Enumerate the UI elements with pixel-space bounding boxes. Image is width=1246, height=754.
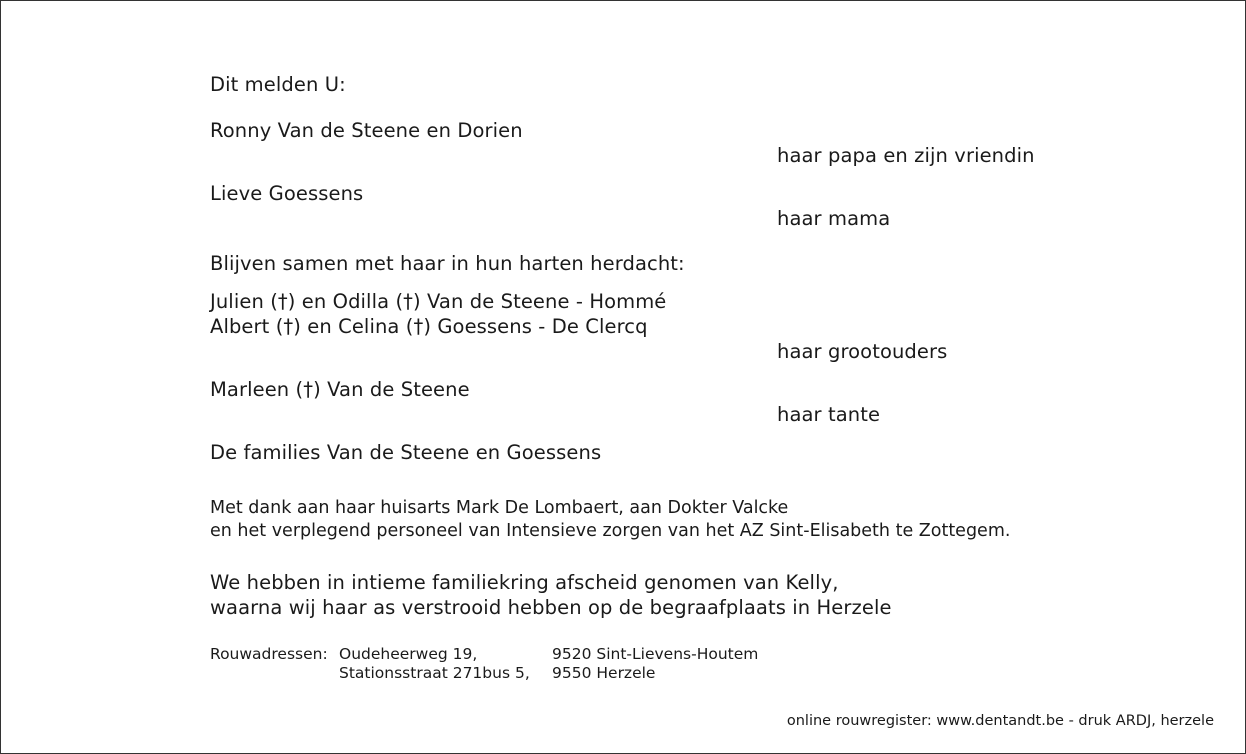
thanks-line-2: en het verplegend personeel van Intensieve zorgen van het AZ Sint-Elisabeth te Zottegem.: [210, 521, 1011, 541]
remembered-intro: Blijven samen met haar in hun harten herdacht:: [210, 252, 685, 275]
footer-credit: online rouwregister: www.dentandt.be - druk ARDJ, herzele: [786, 713, 1214, 729]
family-relation-mother: haar mama: [777, 207, 891, 230]
aunt-name: Marleen (†) Van de Steene: [210, 378, 470, 401]
family-name-father: Ronny Van de Steene en Dorien: [210, 119, 523, 142]
address-city-2: 9550 Herzele: [552, 664, 656, 682]
family-name-mother: Lieve Goessens: [210, 182, 364, 205]
farewell-line-2: waarna wij haar as verstrooid hebben op de begraafplaats in Herzele: [210, 596, 892, 619]
family-relation-father: haar papa en zijn vriendin: [777, 144, 1035, 167]
grandparents-line-2: Albert (†) en Celina (†) Goessens - De Clercq: [210, 315, 648, 338]
farewell-line-1: We hebben in intieme familiekring afscheid genomen van Kelly,: [210, 571, 839, 594]
address-street-2: Stationsstraat 271bus 5,: [339, 664, 530, 682]
addresses-label: Rouwadressen:: [210, 645, 328, 663]
aunt-relation: haar tante: [777, 403, 881, 426]
thanks-line-1: Met dank aan haar huisarts Mark De Lombaert, aan Dokter Valcke: [210, 498, 789, 518]
grandparents-line-1: Julien (†) en Odilla (†) Van de Steene - Hommé: [210, 290, 667, 313]
intro-text: Dit melden U:: [210, 73, 346, 96]
address-city-1: 9520 Sint-Lievens-Houtem: [552, 645, 759, 663]
grandparents-relation: haar grootouders: [777, 340, 948, 363]
address-street-1: Oudeheerweg 19,: [339, 645, 478, 663]
families-line: De families Van de Steene en Goessens: [210, 441, 602, 464]
